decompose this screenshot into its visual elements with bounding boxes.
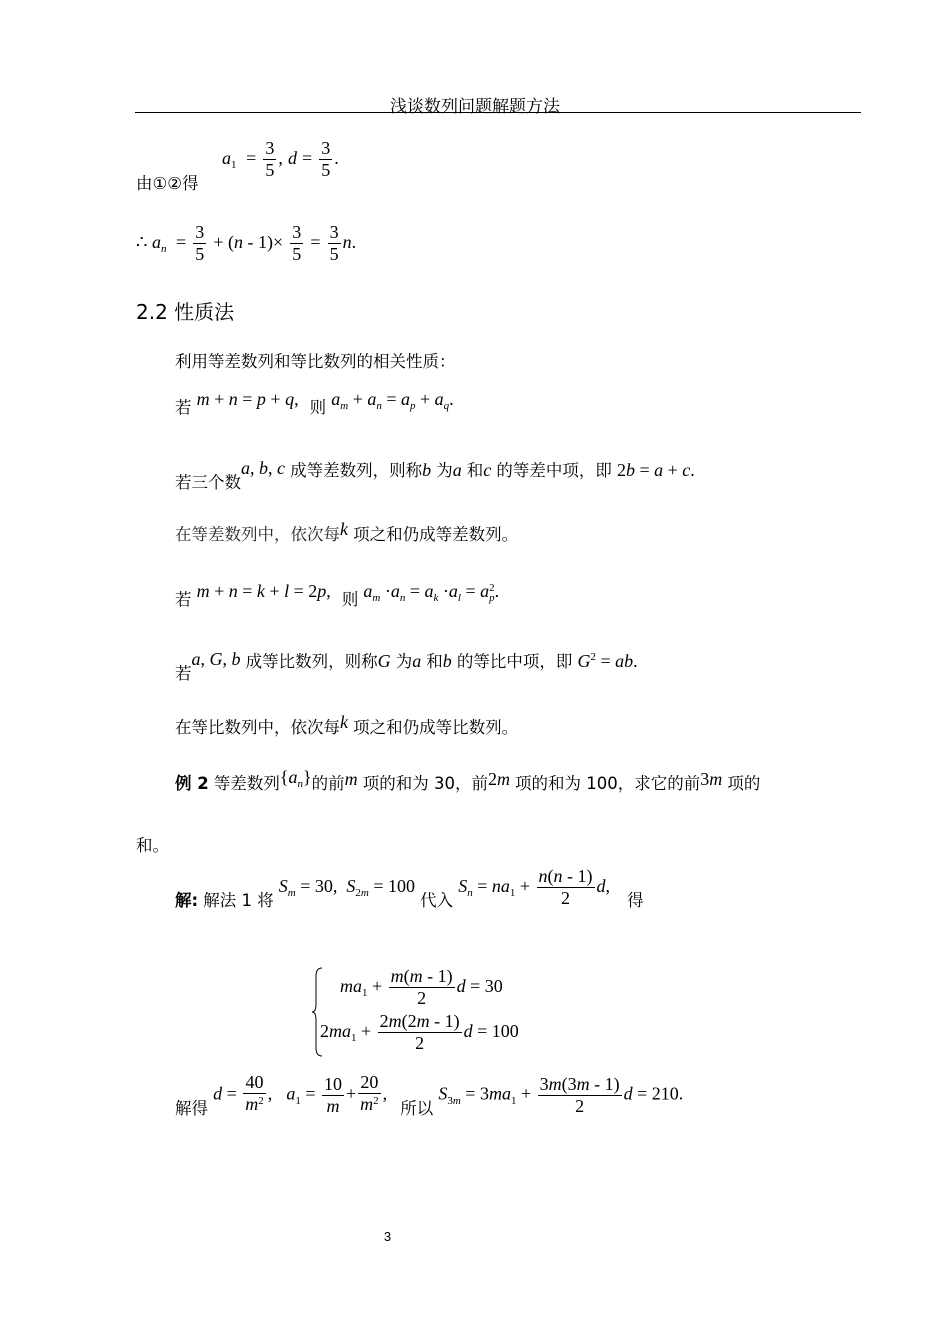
example-2-continued: 和。 [136, 836, 169, 855]
system-equation-2: $2ma_1$ + $\frac{2m(2m - 1)}{2}$ d = 100 [320, 1011, 519, 1053]
line1-text: 由①②得 [136, 174, 199, 193]
page-number: 3 [383, 1229, 392, 1244]
result-line: 解得 d = $\frac{40}{m^2}$ , $a_1$ = $\frac{10}{m}$ + $\frac{20}{m^2}$ , 所以 $S_{3m} = 3ma_1$ + $\frac{3m(3m - 1)}{2}$ d = 210. [175, 1072, 684, 1118]
line1-formula: $a_1$ = $\frac{3}{5}$ , d = $\frac{3}{5}$ . [222, 138, 339, 180]
paragraph-intro: 利用等差数列和等比数列的相关性质： [175, 352, 456, 371]
solution-line: 解: 解法 1 将 $S_m = 30$, $S_{2m} = 100$ 代入 $S_n = na_1$ + $\frac{n(n - 1)}{2}$ d, 得 [175, 866, 644, 910]
property-1: 若 m + n = p + q, 则 $a_m + a_n = a_p + a_q$. [175, 389, 454, 417]
system-equation-1: $ma_1$ + $\frac{m(m - 1)}{2}$ d = 30 [340, 966, 503, 1008]
property-4: 若 m + n = k + l = 2p, 则 $a_m \cdot a_n = a_k \cdot a_l = a$ 2 p . [175, 581, 500, 609]
section-title: 2.2 性质法 [136, 300, 235, 324]
property-5: 若a, G, b 成等比数列，则称G 为a 和b 的等比中项，即 $G^2$ = ab. [175, 649, 638, 683]
property-6: 在等比数列中，依次每k 项之和仍成等比数列。 [175, 712, 519, 737]
property-2: 若三个数a, b, c 成等差数列，则称b 为a 和c 的等差中项，即 2b = a + c. [175, 458, 695, 492]
example-2: 例 2 等差数列{an}的前m 项的和为 30，前2m 项的和为 100，求它的前3m 项的 [175, 767, 761, 793]
line2-formula: ∴ $a_n$ = $\frac{3}{5}$ + (n - 1)× $\frac{3}{5}$ = $\frac{3}{5}$ n. [136, 222, 357, 264]
page-header-title: 浅谈数列问题解题方法 [390, 97, 560, 117]
property-3: 在等差数列中，依次每k 项之和仍成等差数列。 [175, 519, 519, 544]
header-rule [135, 112, 861, 113]
